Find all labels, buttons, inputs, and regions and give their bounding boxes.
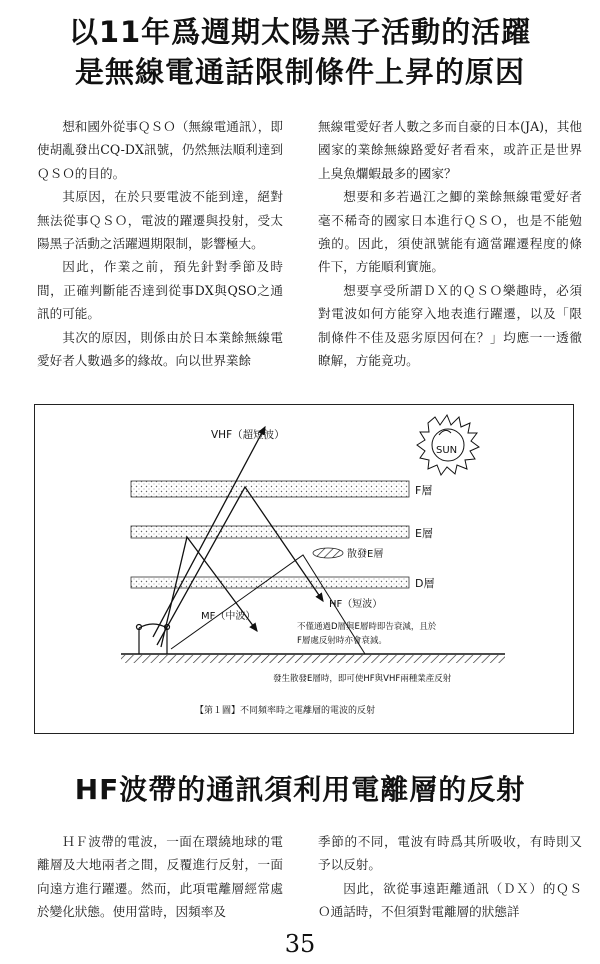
paragraph: 因此，欲從事遠距離通訊（ＤＸ）的ＱＳＯ通話時，不但須對電離層的狀態詳	[318, 880, 582, 920]
antenna-icon	[137, 624, 170, 654]
paragraph: 想要享受所謂ＤＸ的ＱＳＯ樂趣時，必須對電波如何方能穿入地表進行躍遷，以及「限制條件不佳及惡劣原因何在？」均應一一透徹瞭解，方能竟功。	[318, 282, 582, 369]
page-number: 35	[284, 930, 316, 958]
main-title-line-2: 是無線電通話限制條件上昇的原因	[74, 55, 525, 89]
figure-caption: 【第１圖】不同頻率時之電離層的電波的反射	[195, 706, 376, 716]
paragraph: 其原因，在於只要電波不能到達，絕對無法從事ＱＳＯ，電波的躍遷與投射，受太陽黑子活動之活躍週期限制，影響極大。	[37, 189, 283, 252]
ionosphere-diagram	[34, 404, 574, 734]
e-layer-band	[131, 526, 409, 538]
article-column-2	[318, 115, 582, 372]
f-layer-band	[131, 481, 409, 497]
ground-hatch	[121, 655, 505, 663]
paragraph: 因此，作業之前，預先針對季節及時間，正確判斷能否達到從事DX與QSO之通訊的可能。	[37, 259, 283, 322]
section-title: HF波帶的通訊須利用電離層的反射	[74, 773, 526, 806]
article-column-4	[318, 830, 582, 924]
vhf-label: VHF（超短波）	[211, 429, 285, 441]
diagram-svg	[35, 405, 573, 733]
e-layer-label: E層	[415, 527, 433, 540]
paragraph-continued: 無線電愛好者人數之多而自豪的日本(JA)，其他國家的業餘無線路愛好者看來，或許正是世界上臭魚爛蝦最多的國家？	[318, 119, 582, 181]
attenuation-note-1: 不僅通過D層與E層時即告衰減，且於	[297, 622, 437, 632]
paragraph-continued: 季節的不同，電波有時爲其所吸收，有時則又予以反射。	[318, 834, 582, 873]
f-layer-label: F層	[415, 484, 433, 497]
paragraph: 想要和多若過江之鯽的業餘無線電愛好者毫不稀奇的國家日本進行ＱＳＯ，也是不能勉強的。因此，須使訊號能有適當躍遷程度的條件下，方能順利實施。	[318, 189, 582, 275]
paragraph: 其次的原因，則係由於日本業餘無線電愛好者人數過多的緣故。向以世界業餘	[37, 329, 283, 369]
hf-label: HF（短波）	[329, 599, 383, 610]
paragraph: 想和國外從事ＱＳＯ（無線電通訊），即使胡亂發出CQ-DX訊號，仍然無法順利達到ＱＳＯ的目的。	[37, 119, 283, 181]
mf-label: MF（中波）	[201, 611, 256, 622]
sun-label: SUN	[436, 445, 458, 456]
mf-ray	[161, 537, 257, 647]
article-column-3	[37, 830, 283, 924]
article-column-1	[37, 115, 283, 372]
paragraph: ＨＦ波帶的電波，一面在環繞地球的電離層及大地兩者之間，反覆進行反射，一面向遠方進行躍遷。然而，此項電離層經常處於變化狀態。使用當時，因頻率及	[37, 834, 283, 920]
sporadic-e-label: 散發E層	[347, 549, 384, 560]
attenuation-note-2: F層處反射時亦會衰減。	[297, 636, 387, 646]
sporadic-e-note: 發生散發E層時，即可使HF與VHF兩種業產反射	[273, 674, 452, 684]
main-title-line-1: 以11年爲週期太陽黑子活動的活躍	[68, 15, 532, 49]
d-layer-label: D層	[415, 577, 435, 590]
sporadic-e-cloud	[313, 548, 343, 558]
